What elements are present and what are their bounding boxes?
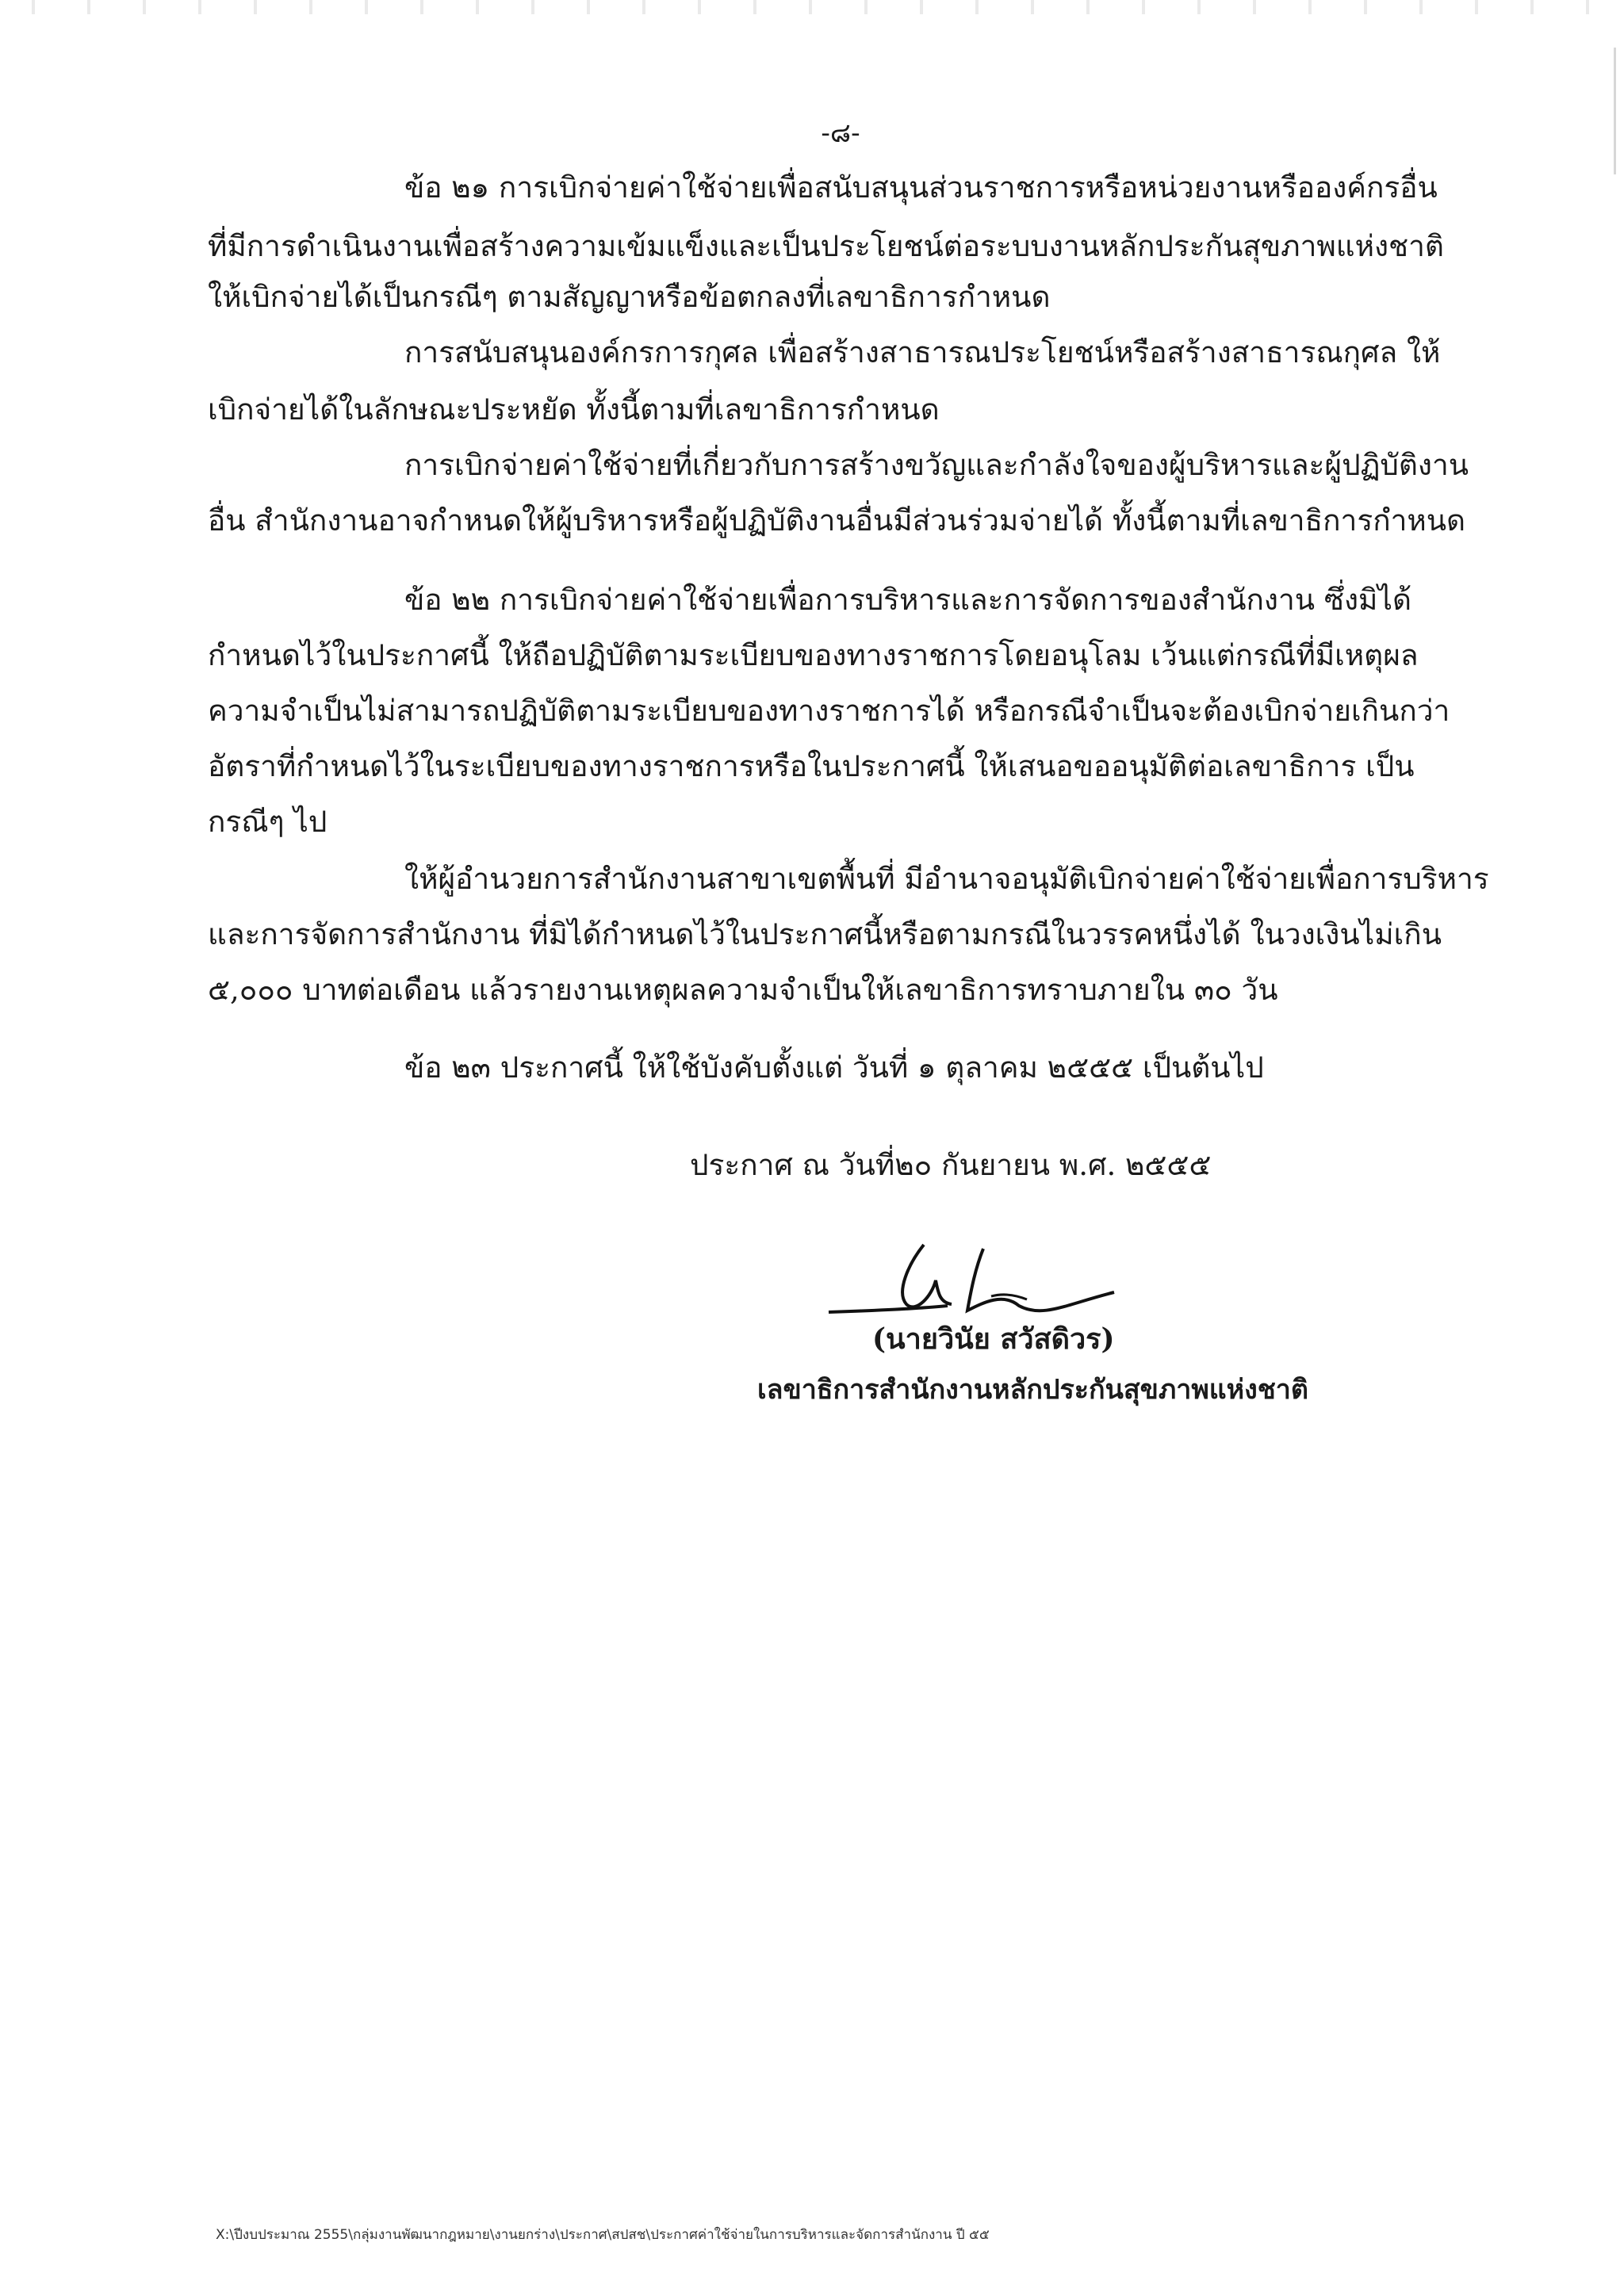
file-path-footer: X:\ปีงบประมาณ 2555\กลุ่มงานพัฒนากฎหมาย\งานยกร่าง\ประกาศ\สปสช\ประกาศค่าใช้จ่ายในการบริหารและจัดการสำนักงาน ปี ๕๕ (216, 2227, 990, 2243)
scan-edge-right (1614, 48, 1616, 174)
scan-edge-top (0, 0, 1624, 14)
paragraph-line: การสนับสนุนองค์กรการกุศล เพื่อสร้างสาธารณประโยชน์หรือสร้างสาธารณกุศล ให้ (404, 335, 1441, 369)
announcement-date: ประกาศ ณ วันที่๒๐ กันยายน พ.ศ. ๒๕๕๕ (690, 1148, 1212, 1182)
paragraph-line: อื่น สำนักงานอาจกำหนดให้ผู้บริหารหรือผู้ปฏิบัติงานอื่นมีส่วนร่วมจ่ายได้ ทั้งนี้ตามที่เลขาธิการกำหนด (208, 503, 1466, 538)
paragraph-line: อัตราที่กำหนดไว้ในระเบียบของทางราชการหรือในประกาศนี้ ให้เสนอขออนุมัติต่อเลขาธิการ เป็น (208, 749, 1415, 783)
paragraph-line: ๕,๐๐๐ บาทต่อเดือน แล้วรายงานเหตุผลความจำเป็นให้เลขาธิการทราบภายใน ๓๐ วัน (208, 973, 1278, 1007)
paragraph-line: ข้อ ๒๒ การเบิกจ่ายค่าใช้จ่ายเพื่อการบริหารและการจัดการของสำนักงาน ซึ่งมิได้ (404, 583, 1412, 617)
page-number: -๘- (821, 117, 860, 149)
paragraph-line: การเบิกจ่ายค่าใช้จ่ายที่เกี่ยวกับการสร้างขวัญและกำลังใจของผู้บริหารและผู้ปฏิบัติงาน (404, 448, 1469, 482)
paragraph-line: ความจำเป็นไม่สามารถปฏิบัติตามระเบียบของทางราชการได้ หรือกรณีจำเป็นจะต้องเบิกจ่ายเกินกว่า (208, 694, 1450, 728)
signer-name: (นายวินัย สวัสดิวร) (872, 1322, 1115, 1356)
signer-title: เลขาธิการสำนักงานหลักประกันสุขภาพแห่งชาติ (757, 1374, 1308, 1406)
paragraph-line: กำหนดไว้ในประกาศนี้ ให้ถือปฏิบัติตามระเบียบของทางราชการโดยอนุโลม เว้นแต่กรณีที่มีเหตุผล (208, 638, 1419, 672)
paragraph-line: ให้ผู้อำนวยการสำนักงานสาขาเขตพื้นที่ มีอำนาจอนุมัติเบิกจ่ายค่าใช้จ่ายเพื่อการบริหาร (404, 862, 1489, 896)
paragraph-line: ที่มีการดำเนินงานเพื่อสร้างความเข้มแข็งและเป็นประโยชน์ต่อระบบงานหลักประกันสุขภาพแห่งชาติ (208, 229, 1444, 263)
paragraph-line: และการจัดการสำนักงาน ที่มิได้กำหนดไว้ในประกาศนี้หรือตามกรณีในวรรคหนึ่งได้ ในวงเงินไม่เกิน (208, 917, 1442, 951)
paragraph-line: ข้อ ๒๑ การเบิกจ่ายค่าใช้จ่ายเพื่อสนับสนุนส่วนราชการหรือหน่วยงานหรือองค์กรอื่น (404, 170, 1438, 205)
paragraph-line: ข้อ ๒๓ ประกาศนี้ ให้ใช้บังคับตั้งแต่ วันที่ ๑ ตุลาคม ๒๕๕๕ เป็นต้นไป (404, 1050, 1264, 1085)
paragraph-line: ให้เบิกจ่ายได้เป็นกรณีๆ ตามสัญญาหรือข้อตกลงที่เลขาธิการกำหนด (208, 280, 1051, 314)
paragraph-line: เบิกจ่ายได้ในลักษณะประหยัด ทั้งนี้ตามที่เลขาธิการกำหนด (208, 392, 940, 427)
paragraph-line: กรณีๆ ไป (208, 805, 327, 839)
